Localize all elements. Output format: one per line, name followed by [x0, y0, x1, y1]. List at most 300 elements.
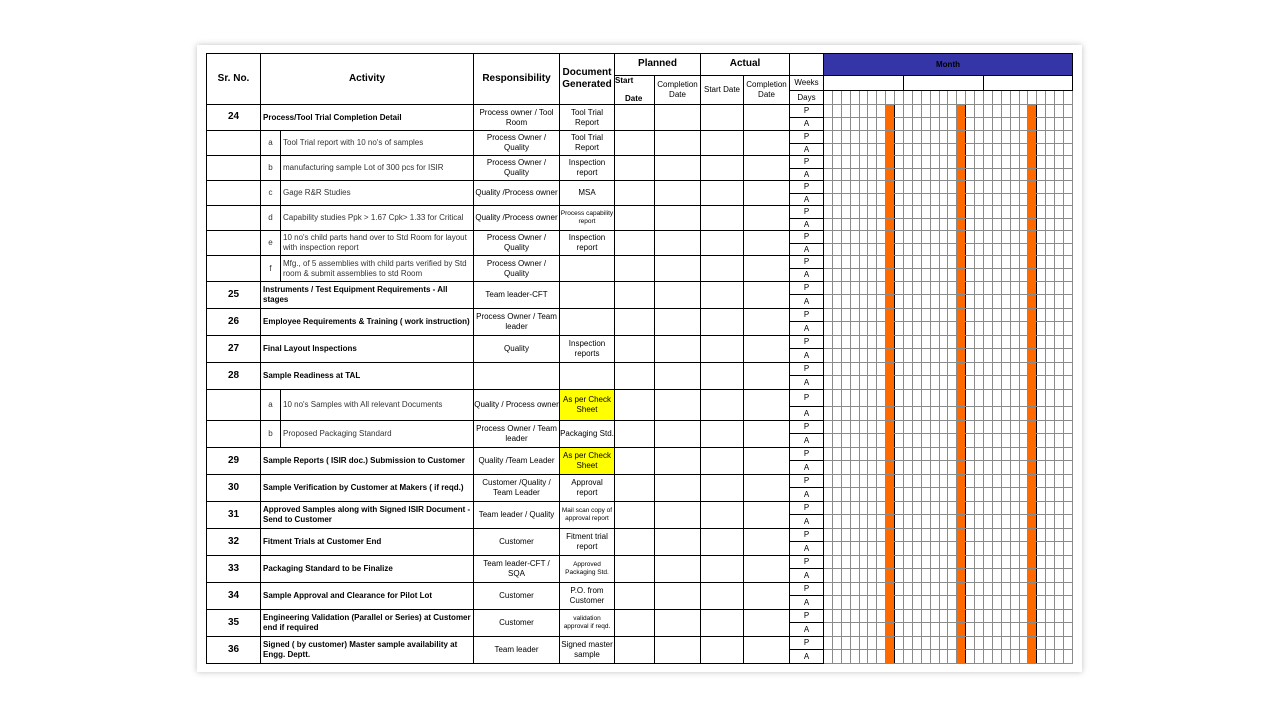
gantt-cell: [984, 488, 993, 502]
responsibility-cell: Customer: [474, 610, 560, 637]
gantt-cell: [984, 194, 993, 206]
gantt-cell: [992, 610, 1001, 623]
plan-marker: P: [790, 610, 824, 623]
gantt-cell: [1046, 169, 1055, 181]
gantt-cell: [841, 194, 850, 206]
gantt-cell: [832, 309, 841, 322]
gantt-cell: [850, 461, 859, 475]
gantt-cell: [1064, 475, 1073, 488]
gantt-cell: [984, 363, 993, 376]
gantt-cell: [1055, 363, 1064, 376]
gantt-cell: [1037, 650, 1046, 664]
gantt-cell: [975, 515, 984, 529]
gantt-cell: [859, 529, 868, 542]
highlight-week-cell: [957, 105, 966, 118]
highlight-week-cell: [1028, 461, 1037, 475]
gantt-cell: [930, 502, 939, 515]
responsibility-cell: Customer: [474, 583, 560, 610]
highlight-week-cell: [957, 569, 966, 583]
date-cell: [701, 282, 744, 309]
gantt-cell: [975, 434, 984, 448]
gantt-cell: [966, 569, 975, 583]
gantt-cell: [868, 206, 877, 219]
gantt-cell: [877, 309, 886, 322]
sr-no-empty-cell: [207, 231, 261, 256]
gantt-cell: [984, 244, 993, 256]
activity-cell: Capability studies Ppk > 1.67 Cpk> 1.33 for Critical: [281, 206, 474, 231]
gantt-cell: [948, 610, 957, 623]
gantt-cell: [1046, 349, 1055, 363]
gantt-cell: [1019, 322, 1028, 336]
gantt-cell: [850, 256, 859, 269]
gantt-cell: [930, 118, 939, 131]
date-cell: [744, 256, 790, 282]
day-header-cell: [1064, 91, 1073, 105]
gantt-cell: [1010, 448, 1019, 461]
gantt-cell: [939, 556, 948, 569]
table-row: [207, 231, 1073, 244]
gantt-cell: [939, 650, 948, 664]
gantt-cell: [930, 169, 939, 181]
gantt-cell: [1001, 144, 1010, 156]
highlight-week-cell: [886, 282, 895, 295]
gantt-cell: [832, 448, 841, 461]
gantt-cell: [850, 336, 859, 349]
highlight-week-cell: [957, 390, 966, 407]
gantt-cell: [966, 637, 975, 650]
gantt-cell: [1019, 156, 1028, 169]
gantt-cell: [948, 502, 957, 515]
gantt-cell: [895, 231, 904, 244]
gantt-cell: [1064, 502, 1073, 515]
gantt-cell: [1046, 363, 1055, 376]
gantt-cell: [948, 181, 957, 194]
highlight-week-cell: [886, 623, 895, 637]
highlight-week-cell: [886, 269, 895, 282]
gantt-cell: [912, 434, 921, 448]
sr-no-empty-cell: [207, 156, 261, 181]
gantt-cell: [912, 336, 921, 349]
gantt-cell: [966, 583, 975, 596]
date-cell: [701, 206, 744, 231]
gantt-cell: [975, 542, 984, 556]
date-cell: [744, 206, 790, 231]
gantt-cell: [850, 295, 859, 309]
date-cell: [655, 529, 701, 556]
actual-marker: A: [790, 244, 824, 256]
gantt-cell: [1064, 181, 1073, 194]
gantt-cell: [912, 309, 921, 322]
gantt-cell: [859, 434, 868, 448]
gantt-cell: [868, 596, 877, 610]
gantt-cell: [824, 144, 833, 156]
gantt-cell: [1019, 244, 1028, 256]
day-header-cell: [904, 91, 913, 105]
gantt-cell: [984, 569, 993, 583]
gantt-cell: [975, 144, 984, 156]
gantt-cell: [1037, 131, 1046, 144]
gantt-cell: [930, 515, 939, 529]
gantt-cell: [868, 390, 877, 407]
gantt-cell: [832, 169, 841, 181]
activity-cell: 10 no's child parts hand over to Std Room for layout with inspection report: [281, 231, 474, 256]
gantt-cell: [975, 583, 984, 596]
gantt-cell: [895, 219, 904, 231]
highlight-week-cell: [886, 231, 895, 244]
highlight-week-cell: [1028, 194, 1037, 206]
gantt-cell: [868, 502, 877, 515]
gantt-cell: [841, 475, 850, 488]
gantt-cell: [841, 610, 850, 623]
gantt-cell: [1037, 488, 1046, 502]
gantt-cell: [868, 309, 877, 322]
highlight-week-cell: [886, 244, 895, 256]
gantt-cell: [912, 349, 921, 363]
gantt-cell: [1064, 623, 1073, 637]
date-cell: [655, 181, 701, 206]
activity-cell: Fitment Trials at Customer End: [261, 529, 474, 556]
gantt-cell: [1046, 502, 1055, 515]
gantt-cell: [859, 542, 868, 556]
gantt-cell: [984, 596, 993, 610]
gantt-cell: [939, 105, 948, 118]
highlight-week-cell: [957, 583, 966, 596]
gantt-cell: [868, 105, 877, 118]
gantt-cell: [1019, 206, 1028, 219]
gantt-cell: [859, 448, 868, 461]
activity-cell: manufacturing sample Lot of 300 pcs for ISIR: [281, 156, 474, 181]
gantt-cell: [992, 349, 1001, 363]
gantt-cell: [1064, 231, 1073, 244]
gantt-cell: [1064, 461, 1073, 475]
gantt-cell: [850, 488, 859, 502]
gantt-cell: [859, 282, 868, 295]
gantt-cell: [975, 131, 984, 144]
gantt-cell: [850, 515, 859, 529]
gantt-cell: [984, 269, 993, 282]
sr-no-cell: 27: [207, 336, 261, 363]
gantt-cell: [850, 282, 859, 295]
gantt-cell: [992, 282, 1001, 295]
gantt-cell: [912, 502, 921, 515]
gantt-cell: [1019, 309, 1028, 322]
gantt-cell: [832, 105, 841, 118]
highlight-week-cell: [1028, 219, 1037, 231]
gantt-cell: [1037, 475, 1046, 488]
gantt-cell: [832, 434, 841, 448]
gantt-cell: [1010, 256, 1019, 269]
gantt-cell: [904, 231, 913, 244]
gantt-cell: [859, 515, 868, 529]
date-cell: [701, 637, 744, 664]
sr-no-cell: 35: [207, 610, 261, 637]
gantt-cell: [904, 515, 913, 529]
gantt-cell: [1010, 295, 1019, 309]
gantt-cell: [1010, 169, 1019, 181]
actual-marker: A: [790, 194, 824, 206]
gantt-cell: [939, 181, 948, 194]
gantt-cell: [868, 269, 877, 282]
gantt-cell: [824, 131, 833, 144]
gantt-cell: [1001, 105, 1010, 118]
table-row: [207, 448, 1073, 461]
header-days: Days: [790, 91, 824, 105]
gantt-cell: [868, 363, 877, 376]
gantt-cell: [930, 542, 939, 556]
gantt-cell: [859, 131, 868, 144]
gantt-cell: [832, 596, 841, 610]
gantt-cell: [939, 461, 948, 475]
sr-no-empty-cell: [207, 206, 261, 231]
gantt-cell: [1037, 623, 1046, 637]
gantt-cell: [930, 376, 939, 390]
gantt-cell: [966, 282, 975, 295]
gantt-cell: [930, 219, 939, 231]
gantt-cell: [939, 488, 948, 502]
date-cell: [655, 637, 701, 664]
gantt-cell: [939, 434, 948, 448]
gantt-cell: [975, 623, 984, 637]
highlight-week-cell: [957, 118, 966, 131]
gantt-cell: [824, 448, 833, 461]
highlight-week-cell: [1028, 502, 1037, 515]
gantt-cell: [1055, 105, 1064, 118]
gantt-cell: [877, 650, 886, 664]
gantt-cell: [912, 295, 921, 309]
header-sr-no: Sr. No.: [207, 54, 261, 105]
gantt-cell: [1037, 502, 1046, 515]
gantt-cell: [912, 244, 921, 256]
gantt-cell: [1037, 434, 1046, 448]
sr-no-empty-cell: [207, 181, 261, 206]
document-cell: Process capability report: [560, 206, 615, 231]
table-row: [207, 637, 1073, 650]
date-cell: [701, 502, 744, 529]
gantt-cell: [895, 515, 904, 529]
gantt-cell: [930, 349, 939, 363]
highlight-week-cell: [957, 488, 966, 502]
gantt-cell: [1037, 569, 1046, 583]
gantt-cell: [824, 610, 833, 623]
gantt-cell: [930, 181, 939, 194]
gantt-cell: [850, 448, 859, 461]
date-cell: [701, 421, 744, 448]
gantt-cell: [904, 583, 913, 596]
highlight-week-cell: [957, 610, 966, 623]
gantt-cell: [1046, 475, 1055, 488]
date-cell: [615, 637, 655, 664]
gantt-cell: [992, 156, 1001, 169]
highlight-week-cell: [886, 488, 895, 502]
sub-item-letter: a: [261, 390, 281, 421]
gantt-cell: [824, 256, 833, 269]
gantt-cell: [877, 156, 886, 169]
gantt-cell: [948, 488, 957, 502]
gantt-cell: [921, 421, 930, 434]
day-header-cell: [921, 91, 930, 105]
highlight-week-cell: [886, 105, 895, 118]
sr-no-cell: 33: [207, 556, 261, 583]
gantt-cell: [921, 105, 930, 118]
document-cell: Approved Packaging Std.: [560, 556, 615, 583]
gantt-cell: [859, 556, 868, 569]
actual-marker: A: [790, 118, 824, 131]
highlight-week-cell: [1028, 322, 1037, 336]
gantt-cell: [1064, 596, 1073, 610]
gantt-cell: [1046, 322, 1055, 336]
gantt-cell: [1010, 596, 1019, 610]
gantt-cell: [930, 637, 939, 650]
gantt-cell: [1037, 256, 1046, 269]
gantt-cell: [984, 461, 993, 475]
gantt-cell: [992, 322, 1001, 336]
gantt-cell: [975, 502, 984, 515]
gantt-cell: [939, 269, 948, 282]
gantt-cell: [1055, 488, 1064, 502]
gantt-cell: [984, 502, 993, 515]
gantt-cell: [975, 461, 984, 475]
gantt-cell: [832, 376, 841, 390]
table-row: [207, 529, 1073, 542]
gantt-cell: [877, 390, 886, 407]
gantt-cell: [992, 118, 1001, 131]
gantt-cell: [1064, 169, 1073, 181]
gantt-cell: [824, 475, 833, 488]
date-cell: [655, 448, 701, 475]
gantt-cell: [832, 650, 841, 664]
day-header-cell: [824, 91, 833, 105]
gantt-cell: [966, 131, 975, 144]
gantt-cell: [1046, 488, 1055, 502]
highlight-week-cell: [957, 434, 966, 448]
gantt-cell: [824, 583, 833, 596]
document-cell: Tool Trial Report: [560, 105, 615, 131]
gantt-cell: [824, 194, 833, 206]
date-cell: [701, 610, 744, 637]
gantt-cell: [1064, 309, 1073, 322]
gantt-cell: [1055, 434, 1064, 448]
gantt-cell: [912, 475, 921, 488]
gantt-cell: [1055, 244, 1064, 256]
gantt-cell: [1037, 461, 1046, 475]
highlight-week-cell: [957, 376, 966, 390]
gantt-cell: [1055, 515, 1064, 529]
responsibility-cell: Process Owner / Team leader: [474, 421, 560, 448]
header-document-generated: Document Generated: [560, 54, 615, 105]
gantt-cell: [904, 488, 913, 502]
gantt-cell: [1046, 610, 1055, 623]
gantt-cell: [975, 282, 984, 295]
activity-cell: Signed ( by customer) Master sample availability at Engg. Deptt.: [261, 637, 474, 664]
gantt-cell: [832, 421, 841, 434]
gantt-cell: [948, 556, 957, 569]
gantt-cell: [868, 118, 877, 131]
highlight-week-cell: [957, 322, 966, 336]
gantt-cell: [975, 596, 984, 610]
gantt-cell: [1001, 637, 1010, 650]
gantt-cell: [1001, 244, 1010, 256]
gantt-cell: [1064, 448, 1073, 461]
plan-marker: P: [790, 206, 824, 219]
gantt-cell: [1055, 502, 1064, 515]
gantt-cell: [904, 569, 913, 583]
gantt-cell: [948, 269, 957, 282]
date-cell: [655, 105, 701, 131]
gantt-cell: [877, 529, 886, 542]
gantt-cell: [930, 336, 939, 349]
highlight-week-cell: [957, 475, 966, 488]
date-cell: [744, 475, 790, 502]
gantt-cell: [824, 529, 833, 542]
gantt-cell: [877, 569, 886, 583]
gantt-cell: [841, 169, 850, 181]
day-header-cell: [939, 91, 948, 105]
gantt-cell: [921, 461, 930, 475]
gantt-cell: [1001, 542, 1010, 556]
gantt-cell: [1046, 623, 1055, 637]
gantt-cell: [877, 596, 886, 610]
highlight-week-cell: [957, 448, 966, 461]
gantt-cell: [832, 542, 841, 556]
gantt-cell: [1055, 637, 1064, 650]
gantt-cell: [1055, 596, 1064, 610]
date-cell: [615, 475, 655, 502]
gantt-cell: [921, 448, 930, 461]
gantt-cell: [912, 169, 921, 181]
gantt-cell: [1046, 144, 1055, 156]
highlight-week-cell: [1028, 542, 1037, 556]
highlight-week-cell: [886, 407, 895, 421]
gantt-cell: [1064, 421, 1073, 434]
highlight-week-cell: [886, 650, 895, 664]
gantt-cell: [859, 623, 868, 637]
highlight-week-cell: [1028, 349, 1037, 363]
date-cell: [615, 256, 655, 282]
gantt-cell: [832, 556, 841, 569]
gantt-cell: [895, 131, 904, 144]
gantt-cell: [877, 118, 886, 131]
gantt-cell: [868, 322, 877, 336]
gantt-cell: [850, 156, 859, 169]
document-cell: Mail scan copy of approval report: [560, 502, 615, 529]
gantt-cell: [992, 407, 1001, 421]
gantt-cell: [939, 542, 948, 556]
gantt-cell: [868, 376, 877, 390]
gantt-cell: [841, 583, 850, 596]
gantt-cell: [921, 219, 930, 231]
gantt-cell: [912, 256, 921, 269]
activity-cell: Process/Tool Trial Completion Detail: [261, 105, 474, 131]
gantt-cell: [966, 376, 975, 390]
highlight-week-cell: [957, 269, 966, 282]
gantt-cell: [930, 488, 939, 502]
gantt-cell: [1001, 194, 1010, 206]
gantt-cell: [859, 169, 868, 181]
gantt-cell: [868, 407, 877, 421]
activity-cell: Instruments / Test Equipment Requirements - All stages: [261, 282, 474, 309]
date-cell: [615, 529, 655, 556]
gantt-cell: [895, 322, 904, 336]
gantt-cell: [1037, 219, 1046, 231]
gantt-cell: [904, 169, 913, 181]
gantt-cell: [1019, 390, 1028, 407]
gantt-cell: [939, 448, 948, 461]
gantt-cell: [859, 231, 868, 244]
gantt-cell: [1010, 502, 1019, 515]
gantt-cell: [984, 256, 993, 269]
gantt-cell: [1046, 448, 1055, 461]
gantt-cell: [1064, 269, 1073, 282]
